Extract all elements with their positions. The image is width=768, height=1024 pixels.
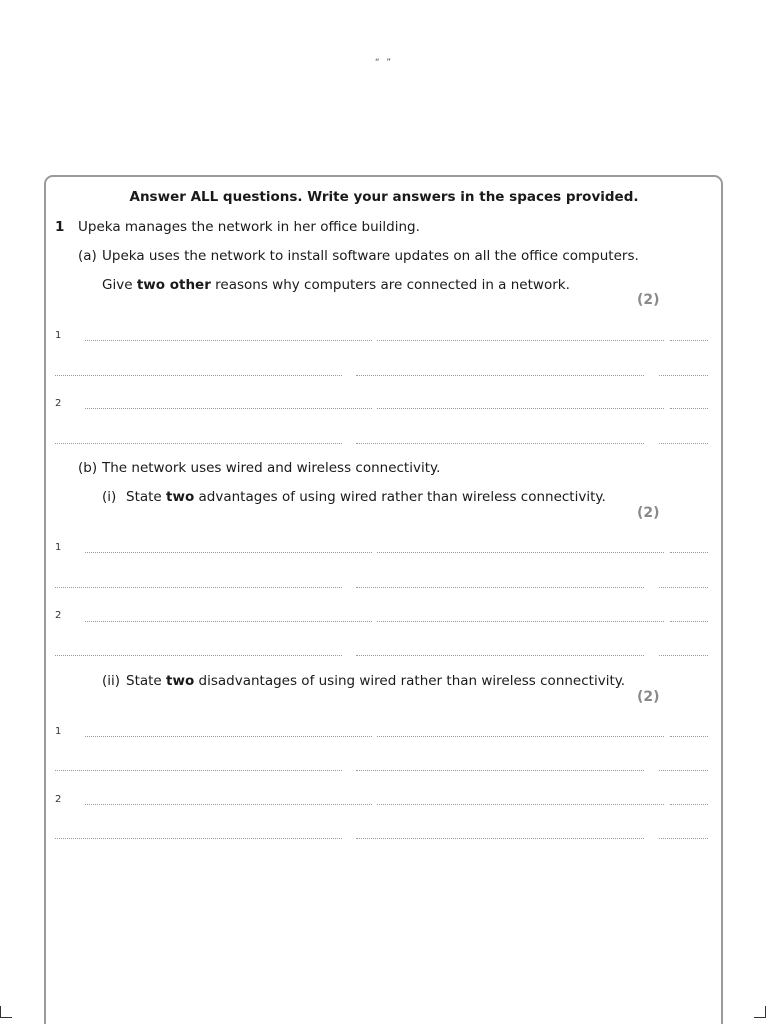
prompt-emphasis: two	[166, 673, 195, 689]
answer-line[interactable]	[659, 443, 708, 444]
answer-line[interactable]	[356, 375, 644, 376]
prompt-text: State	[126, 673, 167, 689]
part-a-prompt	[102, 276, 570, 294]
answer-line[interactable]	[659, 375, 708, 376]
answer-line[interactable]	[377, 340, 664, 341]
answer-label-2: 2	[55, 610, 62, 621]
part-b-text: The network uses wired and wireless connectivity.	[102, 460, 441, 476]
answer-label-1: 1	[55, 330, 62, 341]
answer-line[interactable]	[377, 804, 664, 805]
answer-line[interactable]	[55, 443, 342, 444]
sub-ii-prompt	[126, 672, 625, 690]
crop-mark-right	[754, 1006, 766, 1018]
answer-line[interactable]	[55, 655, 342, 656]
answer-line[interactable]	[356, 443, 644, 444]
part-a-marks: (2)	[637, 292, 660, 308]
answer-line[interactable]	[85, 736, 372, 737]
answer-line[interactable]	[356, 770, 644, 771]
answer-line[interactable]	[670, 408, 708, 409]
answer-line[interactable]	[670, 736, 708, 737]
part-b-label: (b)	[78, 460, 98, 476]
answer-line[interactable]	[356, 587, 644, 588]
answer-line[interactable]	[85, 408, 372, 409]
prompt-emphasis: two	[166, 489, 195, 505]
prompt-text: reasons why computers are connected in a network.	[210, 277, 570, 293]
answer-line[interactable]	[85, 804, 372, 805]
crop-mark-left	[0, 1006, 12, 1018]
answer-line[interactable]	[377, 552, 664, 553]
answer-line[interactable]	[85, 621, 372, 622]
answer-line[interactable]	[55, 838, 342, 839]
answer-line[interactable]	[356, 838, 644, 839]
answer-line[interactable]	[670, 621, 708, 622]
answer-line[interactable]	[670, 804, 708, 805]
answer-line[interactable]	[356, 655, 644, 656]
prompt-text: State	[126, 489, 167, 505]
answer-line[interactable]	[55, 587, 342, 588]
prompt-text: Give	[102, 277, 137, 293]
answer-line[interactable]	[85, 340, 372, 341]
instructions: Answer ALL questions. Write your answers in the spaces provided.	[129, 189, 639, 205]
question-number: 1	[55, 219, 65, 235]
part-a-text: Upeka uses the network to install software updates on all the office computers.	[102, 248, 639, 264]
answer-line[interactable]	[377, 621, 664, 622]
sub-i-label: (i)	[102, 489, 117, 505]
part-a-label: (a)	[78, 248, 97, 264]
answer-line[interactable]	[670, 340, 708, 341]
answer-line[interactable]	[659, 587, 708, 588]
header-quotes: “ ”	[374, 58, 394, 68]
prompt-emphasis: two other	[136, 277, 211, 293]
answer-line[interactable]	[659, 838, 708, 839]
prompt-text: disadvantages of using wired rather than wireless connectivity.	[194, 673, 626, 689]
answer-label-2: 2	[55, 398, 62, 409]
answer-line[interactable]	[377, 408, 664, 409]
answer-line[interactable]	[55, 770, 342, 771]
sub-i-prompt	[126, 488, 606, 506]
answer-line[interactable]	[377, 736, 664, 737]
answer-line[interactable]	[55, 375, 342, 376]
answer-line[interactable]	[85, 552, 372, 553]
answer-line[interactable]	[670, 552, 708, 553]
answer-label-2: 2	[55, 794, 62, 805]
answer-line[interactable]	[659, 655, 708, 656]
sub-i-marks: (2)	[637, 505, 660, 521]
question-stem: Upeka manages the network in her office building.	[78, 219, 420, 235]
answer-label-1: 1	[55, 542, 62, 553]
answer-label-1: 1	[55, 726, 62, 737]
prompt-text: advantages of using wired rather than wireless connectivity.	[194, 489, 606, 505]
sub-ii-marks: (2)	[637, 689, 660, 705]
answer-frame	[44, 175, 723, 1024]
answer-line[interactable]	[659, 770, 708, 771]
sub-ii-label: (ii)	[102, 673, 121, 689]
